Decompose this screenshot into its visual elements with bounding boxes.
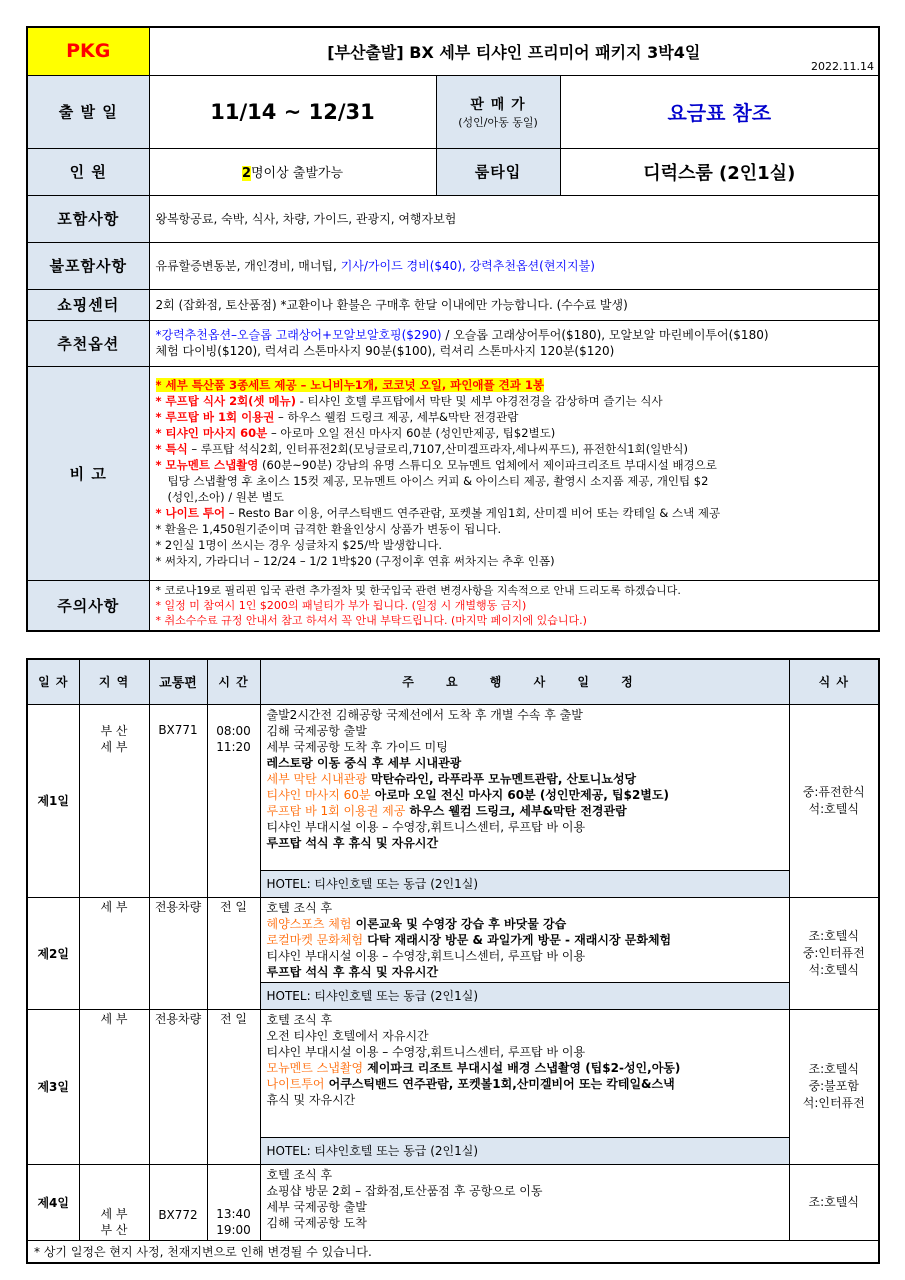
day-3: 제3일	[27, 1009, 79, 1164]
d3-highlight: 나이트투어	[266, 1076, 325, 1091]
people-label: 인 원	[27, 148, 149, 195]
pkg-badge: PKG	[27, 27, 149, 75]
d2-meal-breakfast: 조:호텔식	[808, 928, 859, 943]
note-rooftop-meal: - 티샤인 호텔 루프탑에서 막탄 및 세부 야경전경을 감상하며 즐기는 식사	[296, 394, 663, 408]
day-1-transport: BX771	[149, 704, 207, 897]
notes-label: 비 고	[27, 366, 149, 580]
d1-line: 루프탑 석식 후 휴식 및 자유시간	[266, 835, 439, 850]
departure-label: 출 발 일	[27, 75, 149, 148]
day-4-region	[79, 1164, 149, 1240]
day-3-transport: 전용차량	[149, 1009, 207, 1164]
note-rooftop-bar: – 하우스 웰컴 드링크 제공, 세부&막탄 전경관람	[274, 410, 519, 424]
options-cell	[149, 320, 879, 366]
col-day: 일 자	[27, 659, 79, 704]
day-4-time	[207, 1164, 260, 1240]
note-rooftop-bar-title: * 루프탑 바 1회 이용권	[155, 410, 275, 424]
d2-highlight: 로컬마켓 문화체험	[266, 932, 364, 947]
d1-meal-dinner: 석:호텔식	[808, 801, 859, 816]
day-3-meal	[789, 1009, 879, 1164]
people-min-number: 2	[241, 166, 251, 181]
note-surcharge: * 써차지, 가라디너 – 12/24 – 1/2 1박$20 (구정이후 연휴 써차지는 추후 인폼)	[155, 554, 555, 568]
note-massage: – 아로마 오일 전신 마사지 60분 (성인만제공, 팁$2별도)	[267, 426, 556, 440]
table-row	[27, 1164, 879, 1240]
note-special-meal: – 루프탑 석식2회, 인터퓨전2회(모닝글로리,7107,산미겔프라자,세나씨푸드), 퓨전한식1회(일반식)	[187, 442, 689, 456]
departure-value: 11/14 ~ 12/31	[149, 75, 436, 148]
d2-line: 티샤인 부대시설 이용 – 수영장,휘트니스센터, 루프탑 바 이용	[266, 948, 586, 963]
day-4-time-dep: 13:40	[216, 1206, 251, 1221]
price-sub: (성인/아동 동일)	[458, 115, 538, 129]
day-1-itinerary	[260, 704, 789, 870]
room-value: 디럭스룸 (2인1실)	[560, 148, 879, 195]
option-list-a: / 오슬롭 고래상어투어($180), 모알보알 마린베이투어($180)	[441, 328, 769, 342]
note-special-meal-title: * 특식	[155, 442, 188, 456]
options-label: 추천옵션	[27, 320, 149, 366]
document-date: 2022.11.14	[811, 59, 875, 73]
col-itinerary: 주 요 행 사 일 정	[260, 659, 789, 704]
note-snap: (60분~90분) 강남의 유명 스튜디오 모뉴멘트 업체에서 제이파크리조트 부대시설 배경으로	[258, 458, 717, 472]
d3-meal-dinner: 석:인터퓨전	[802, 1096, 865, 1110]
col-transport: 교통편	[149, 659, 207, 704]
day-4: 제4일	[27, 1164, 79, 1240]
note-rooftop-meal-title: * 루프탑 식사 2회(셋 메뉴)	[155, 394, 297, 408]
people-cell	[149, 148, 436, 195]
included-label: 포함사항	[27, 195, 149, 242]
table-row	[27, 897, 879, 982]
d1-highlight: 루프탑 바 1회 이용권 제공	[266, 803, 406, 818]
d1-line: 레스토랑 이동 중식 후 세부 시내관광	[266, 755, 462, 770]
day-1-time	[207, 704, 260, 897]
d2-line: 루프탑 석식 후 휴식 및 자유시간	[266, 964, 439, 979]
table-row	[27, 1009, 879, 1137]
day-1-time-arr: 11:20	[216, 739, 251, 754]
d3-line: 제이파크 리조트 부대시설 배경 스냅촬영 (팁$2-성인,아동)	[363, 1060, 681, 1075]
d1-line: 세부 국제공항 도착 후 가이드 미팅	[266, 739, 448, 754]
excluded-value: 유류할증변동분, 개인경비, 매너팁,	[155, 258, 341, 273]
shopping-label: 쇼핑센터	[27, 289, 149, 320]
d4-line: 쇼핑샵 방문 2회 – 잡화점,토산품점 후 공항으로 이동	[266, 1183, 543, 1198]
caution-cell	[149, 580, 879, 631]
excluded-cell	[149, 242, 879, 289]
note-massage-title: * 티샤인 마사지 60분	[155, 426, 268, 440]
note-snap-title: * 모뉴멘트 스냅촬영	[155, 458, 259, 472]
d2-line: 이론교육 및 수영장 강습 후 바닷물 강습	[351, 916, 567, 931]
d3-line: 휴식 및 자유시간	[266, 1092, 356, 1107]
shopping-value: 2회 (잡화점, 토산품점) *교환이나 환불은 구매후 한달 이내에만 가능합니다. (수수료 발생)	[149, 289, 879, 320]
excluded-label: 불포함사항	[27, 242, 149, 289]
day-1-meal	[789, 704, 879, 897]
caution-covid: * 코로나19로 필리핀 입국 관련 추가절차 및 한국입국 관련 변경사항을 지속적으로 안내 드리도록 하겠습니다.	[155, 583, 681, 597]
day-4-itinerary	[260, 1164, 789, 1240]
col-time: 시 간	[207, 659, 260, 704]
d1-highlight: 세부 막탄 시내관광	[266, 771, 367, 786]
d1-meal-lunch: 중:퓨전한식	[802, 784, 865, 799]
d4-line: 세부 국제공항 출발	[266, 1199, 367, 1214]
d3-meal-lunch: 중:불포함	[808, 1079, 859, 1093]
d2-line: 다탁 재래시장 방문 & 과일가게 방문 - 재래시장 문화체험	[363, 932, 672, 947]
note-exchange-rate: * 환율은 1,450원기준이며 급격한 환율인상시 상품가 변동이 됩니다.	[155, 522, 502, 536]
included-value: 왕복항공료, 숙박, 식사, 차량, 가이드, 관광지, 여행자보험	[149, 195, 879, 242]
schedule-table	[26, 658, 880, 1264]
table-row	[27, 704, 879, 870]
price-label-cell	[436, 75, 560, 148]
day-1-hotel: HOTEL: 티샤인호텔 또는 동급 (2인1실)	[260, 870, 789, 897]
caution-penalty: * 일정 미 참여시 1인 $200의 패널티가 부가 됩니다. (일정 시 개별행동 금지)	[155, 598, 527, 612]
d3-line: 티샤인 부대시설 이용 – 수영장,휘트니스센터, 루프탑 바 이용	[266, 1044, 586, 1059]
day-4-time-arr: 19:00	[216, 1222, 251, 1237]
price-label: 판 매 가	[470, 96, 526, 113]
d1-highlight: 티샤인 마사지 60분	[266, 787, 371, 802]
note-snap-3: (성인,소아) / 원본 별도	[167, 490, 284, 504]
d1-line: 출발2시간전 김해공항 국제선에서 도착 후 개별 수속 후 출발	[266, 707, 583, 722]
note-single-charge: * 2인실 1명이 쓰시는 경우 싱글차지 $25/박 발생합니다.	[155, 538, 443, 552]
d1-line: 티샤인 부대시설 이용 – 수영장,휘트니스센터, 루프탑 바 이용	[266, 819, 586, 834]
caution-cancel: * 취소수수료 규정 안내서 참고 하셔서 꼭 안내 부탁드립니다. (마지막 페이지에 있습니다.)	[155, 613, 587, 627]
day-2-hotel: HOTEL: 티샤인호텔 또는 동급 (2인1실)	[260, 982, 789, 1009]
option-strong: *강력추천옵션–오슬롭 고래상어+모알보알호핑($290)	[155, 328, 442, 342]
note-night-tour-title: * 나이트 투어	[155, 506, 226, 520]
package-title-text: [부산출발] BX 세부 티샤인 프리미어 패키지 3박4일	[327, 42, 701, 62]
day-4-region-to: 부 산	[100, 1222, 128, 1237]
day-4-transport: BX772	[149, 1164, 207, 1240]
d2-meal-lunch: 중:인터퓨전	[802, 945, 865, 960]
day-3-region: 세 부	[79, 1009, 149, 1164]
day-3-itinerary	[260, 1009, 789, 1137]
package-info-table	[26, 26, 880, 632]
d2-highlight: 헤양스포츠 체험	[266, 916, 352, 931]
people-value: 명이상 출발가능	[251, 166, 344, 181]
day-3-hotel: HOTEL: 티샤인호텔 또는 동급 (2인1실)	[260, 1137, 789, 1164]
d1-line: 김해 국제공항 출발	[266, 723, 367, 738]
note-snap-2: 팁당 스냅촬영 후 초이스 15컷 제공, 모뉴멘트 아이스 커피 & 아이스티 제공, 촬영시 소지품 제공, 개인팁 $2	[167, 474, 709, 488]
package-title	[149, 27, 879, 75]
col-region: 지 역	[79, 659, 149, 704]
notes-cell	[149, 366, 879, 580]
day-2-region: 세 부	[79, 897, 149, 1009]
d4-line: 김해 국제공항 도착	[266, 1215, 367, 1230]
day-2-transport: 전용차량	[149, 897, 207, 1009]
day-2-meal	[789, 897, 879, 1009]
d1-line: 막탄슈라인, 라푸라푸 모뉴멘트관람, 산토니뇨성당	[366, 771, 637, 786]
day-1-region	[79, 704, 149, 897]
day-2-itinerary	[260, 897, 789, 982]
excluded-value-highlight: 기사/가이드 경비($40), 강력추천옵션(현지지불)	[340, 258, 595, 273]
day-2: 제2일	[27, 897, 79, 1009]
day-3-time: 전 일	[207, 1009, 260, 1164]
day-1-region-to: 세 부	[100, 739, 128, 754]
day-1-region-from: 부 산	[100, 723, 128, 738]
schedule-footnote: * 상기 일정은 현지 사정, 천재지변으로 인해 변경될 수 있습니다.	[27, 1240, 879, 1263]
caution-label: 주의사항	[27, 580, 149, 631]
d2-line: 호텔 조식 후	[266, 900, 333, 915]
d2-meal-dinner: 석:호텔식	[808, 962, 859, 977]
note-gift: * 세부 특산품 3종세트 제공 – 노니비누1개, 코코넛 오일, 파인애플 견과 1봉	[155, 378, 544, 392]
day-4-meal: 조:호텔식	[789, 1164, 879, 1240]
day-1: 제1일	[27, 704, 79, 897]
d1-line: 아로마 오일 전신 마사지 60분 (성인만제공, 팁$2별도)	[370, 787, 669, 802]
day-1-time-dep: 08:00	[216, 723, 251, 738]
option-list-b: 체험 다이빙($120), 럭셔리 스톤마사지 90분($100), 럭셔리 스톤마사지 120분($120)	[155, 344, 615, 358]
day-2-time: 전 일	[207, 897, 260, 1009]
day-4-region-from: 세 부	[100, 1206, 128, 1221]
col-meal: 식 사	[789, 659, 879, 704]
d3-line: 오전 티샤인 호텔에서 자유시간	[266, 1028, 429, 1043]
d3-highlight: 모뉴멘트 스냅촬영	[266, 1060, 364, 1075]
d3-line: 어쿠스틱밴드 연주관람, 포켓볼1회,산미겔비어 또는 칵테일&스낵	[324, 1076, 675, 1091]
room-label: 룸타입	[436, 148, 560, 195]
note-night-tour: – Resto Bar 이용, 어쿠스틱밴드 연주관람, 포켓볼 게임1회, 산미겔 비어 또는 칵테일 & 스낵 제공	[225, 506, 721, 520]
d3-meal-breakfast: 조:호텔식	[808, 1062, 859, 1076]
d3-line: 호텔 조식 후	[266, 1012, 333, 1027]
d1-line: 하우스 웰컴 드링크, 세부&막탄 전경관람	[405, 803, 627, 818]
price-value: 요금표 참조	[560, 75, 879, 148]
d4-line: 호텔 조식 후	[266, 1167, 333, 1182]
